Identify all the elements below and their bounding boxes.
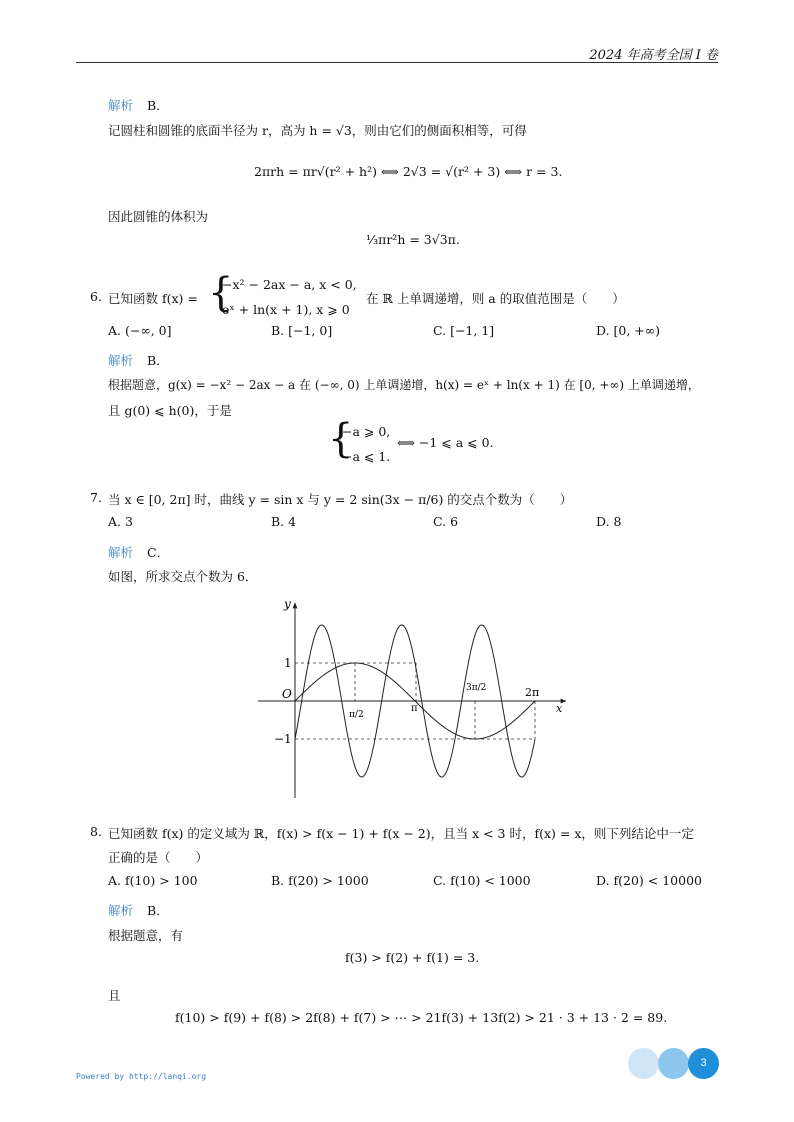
page-number: 3	[688, 1048, 719, 1079]
solution-answer: B．	[147, 98, 169, 113]
q8-line1: 根据题意，有	[108, 928, 184, 943]
solution-answer: B．	[147, 903, 169, 918]
q8-option-c: C. f(10) < 1000	[433, 873, 531, 888]
page-dot-light	[628, 1048, 659, 1079]
q6-system-row2: −a ⩽ 1.	[342, 449, 391, 464]
q8-number: 8.	[90, 824, 102, 839]
q6-option-a: A. (−∞, 0]	[108, 323, 172, 338]
q6-option-c: C. [−1, 1]	[433, 323, 495, 338]
solution-label: 解析	[108, 903, 134, 918]
q6-system-row1: −a ⩾ 0,	[342, 424, 391, 439]
q5-solution-head	[108, 96, 169, 114]
q8-option-d: D. f(20) < 10000	[596, 873, 702, 888]
origin-label: O	[282, 687, 292, 701]
tick-label-pi: π	[411, 703, 418, 714]
q7-option-d: D. 8	[596, 514, 622, 529]
solution-label: 解析	[108, 98, 134, 113]
powered-by-link[interactable]: Powered by http://lanqi.org	[76, 1072, 207, 1081]
q8-stem-line2: 正确的是（ ）	[108, 850, 209, 865]
q5-line1: 记圆柱和圆锥的底面半径为 r，高为 h = √3，则由它们的侧面积相等，可得	[108, 123, 527, 138]
y-axis-label: y	[284, 597, 291, 611]
q8-solution-head	[108, 901, 169, 919]
solution-answer: B．	[147, 353, 169, 368]
header-rule	[76, 62, 718, 63]
q8-equation1: f(3) > f(2) + f(1) = 3.	[345, 950, 480, 965]
q6-stem-post: 在 ℝ 上单调递增，则 a 的取值范围是（ ）	[366, 291, 625, 306]
q6-option-d: D. [0, +∞)	[596, 323, 661, 338]
tick-label-pi-over-2: π/2	[349, 710, 364, 720]
q6-system-result: ⟺ −1 ⩽ a ⩽ 0.	[397, 435, 494, 450]
q5-equation1: 2πrh = πr√(r² + h²) ⟺ 2√3 = √(r² + 3) ⟺ r = 3.	[254, 164, 563, 179]
sine-intersection-graph	[255, 597, 575, 802]
solution-label: 解析	[108, 545, 134, 560]
q6-line1: 根据题意，g(x) = −x² − 2ax − a 在 (−∞, 0) 上单调递增，h(x) = eˣ + ln(x + 1) 在 [0, +∞) 上单调递增，	[108, 378, 700, 392]
q7-line1: 如图，所求交点个数为 6．	[108, 569, 258, 584]
page-dot-mid	[658, 1048, 689, 1079]
q6-solution-head	[108, 351, 169, 369]
header-title: 2024 年高考全国 I 卷	[589, 48, 718, 63]
solution-answer: C．	[147, 545, 170, 560]
q7-solution-head	[108, 543, 169, 561]
q8-stem-line1: 已知函数 f(x) 的定义域为 ℝ，f(x) > f(x − 1) + f(x − 2)，且当 x < 3 时，f(x) = x，则下列结论中一定	[108, 826, 694, 841]
q5-line2: 因此圆锥的体积为	[108, 209, 209, 224]
solution-label: 解析	[108, 353, 134, 368]
tick-label-2pi: 2π	[525, 686, 540, 699]
q7-option-c: C. 6	[433, 514, 459, 529]
q8-option-b: B. f(20) > 1000	[271, 873, 369, 888]
q6-option-b: B. [−1, 0]	[271, 323, 333, 338]
q6-brace: {	[208, 270, 234, 316]
q8-option-a: A. f(10) > 100	[108, 873, 198, 888]
q8-line2: 且	[108, 988, 121, 1003]
q7-number: 7.	[90, 490, 102, 505]
q6-case1: −x² − 2ax − a, x < 0,	[222, 277, 357, 292]
q6-number: 6.	[90, 289, 102, 304]
tick-label-3pi-over-2: 3π/2	[466, 683, 487, 693]
q7-option-b: B. 4	[271, 514, 297, 529]
q6-stem-pre: 已知函数 f(x) =	[108, 291, 198, 306]
q6-system-brace: {	[328, 416, 354, 462]
q7-option-a: A. 3	[108, 514, 133, 529]
tick-label-minus1: −1	[274, 732, 292, 746]
q5-equation2: ⅓πr²h = 3√3π.	[366, 232, 460, 247]
q7-stem: 当 x ∈ [0, 2π] 时，曲线 y = sin x 与 y = 2 sin(3x − π/6) 的交点个数为（ ）	[108, 492, 573, 507]
q6-line2: 且 g(0) ⩽ h(0)，于是	[108, 403, 232, 418]
q6-case2: eˣ + ln(x + 1), x ⩾ 0	[222, 302, 350, 317]
tick-label-1: 1	[284, 656, 292, 670]
q8-equation2: f(10) > f(9) + f(8) > 2f(8) + f(7) > ⋯ > 21f(3) + 13f(2) > 21 · 3 + 13 · 2 = 89.	[175, 1010, 668, 1025]
x-axis-label: x	[556, 702, 563, 715]
